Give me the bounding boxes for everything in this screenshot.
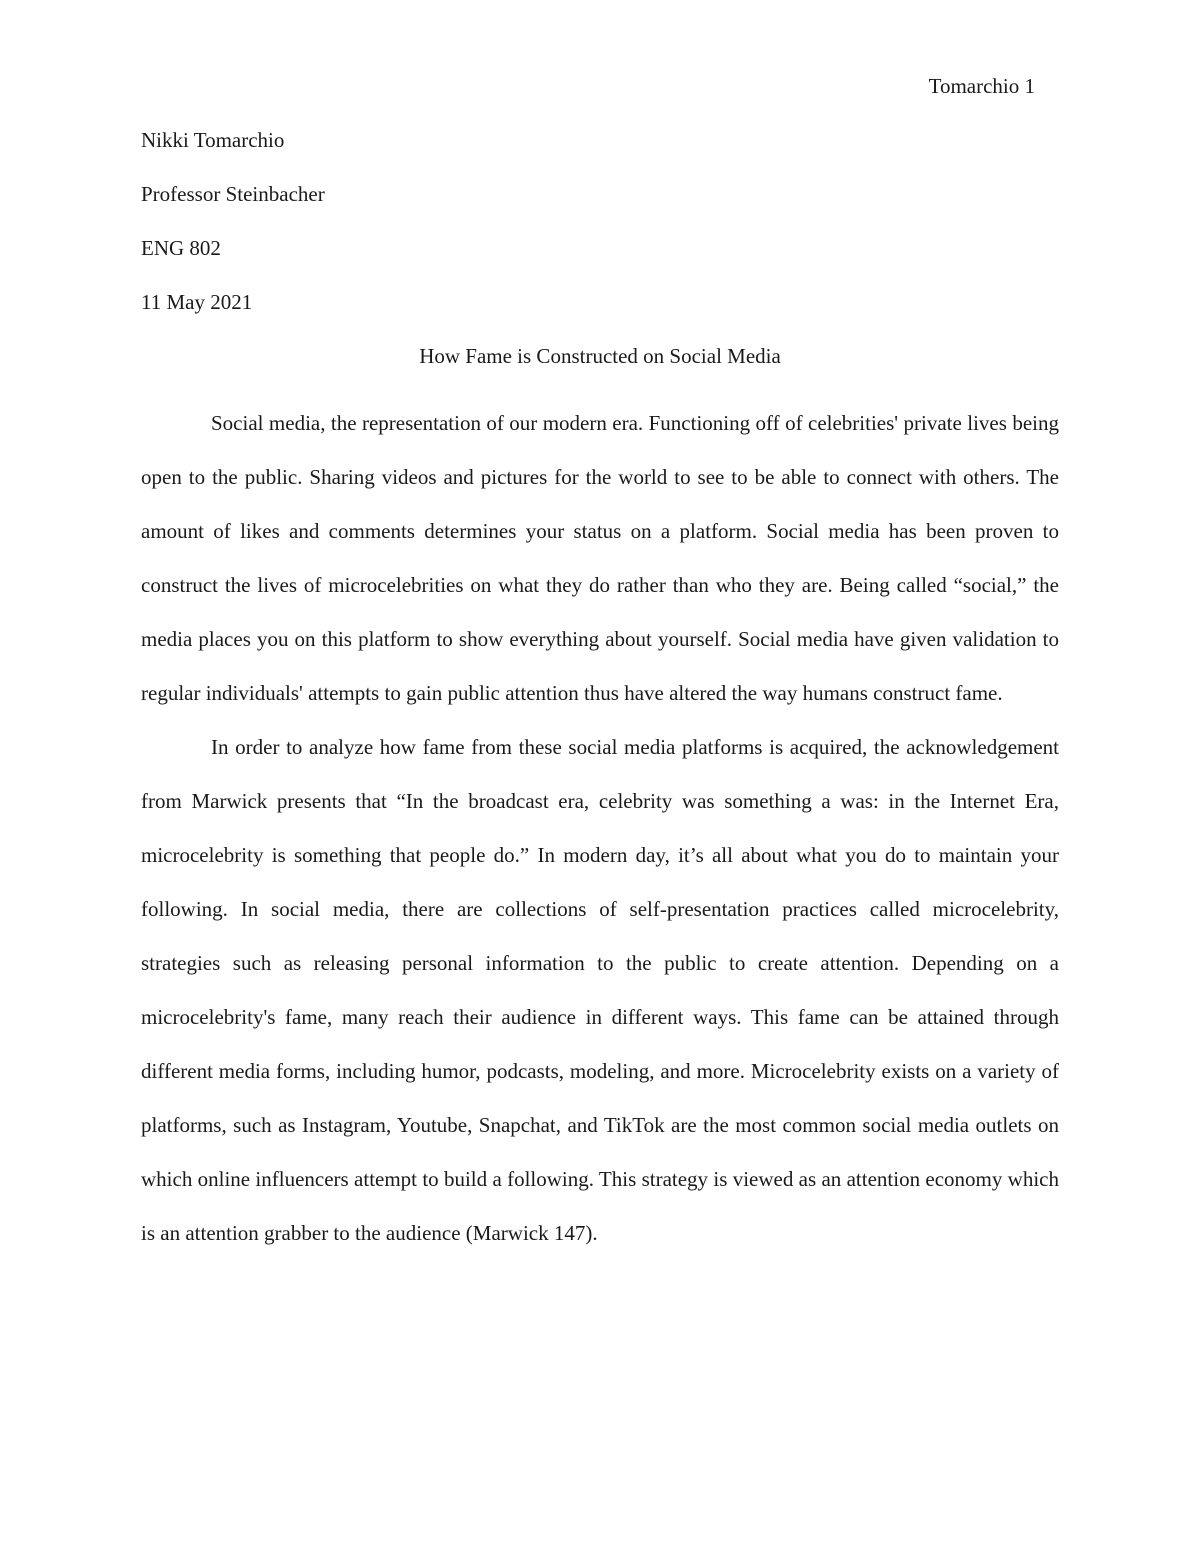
course-name: ENG 802 [141,236,221,260]
mla-heading [141,126,1059,396]
instructor-name: Professor Steinbacher [141,182,325,206]
essay-body [141,396,1059,1260]
author-name: Nikki Tomarchio [141,128,285,152]
paragraph-1: Social media, the representation of our modern era. Functioning off of celebrities' private lives being open to the public. Sharing videos and pictures for the world to see to be able to connect with others. The amount of likes and comments determines your status on a platform. Social media has been proven to construct the lives of microcelebrities on what they do rather than who they are. Being called “social,” the media places you on this platform to show everything about yourself. Social media have given validation to regular individuals' attempts to gain public attention thus have altered the way humans construct fame. [141,411,1059,705]
page-header: Tomarchio 1 [928,74,1035,98]
paragraph-2: In order to analyze how fame from these social media platforms is acquired, the acknowledgement from Marwick presents that “In the broadcast era, celebrity was something a was: in the Internet Era, microcelebrity is something that people do.” In modern day, it’s all about what you do to maintain your following. In social media, there are collections of self-presentation practices called microcelebrity, strategies such as releasing personal information to the public to create attention. Depending on a microcelebrity's fame, many reach their audience in different ways. This fame can be attained through different media forms, including humor, podcasts, modeling, and more. Microcelebrity exists on a variety of platforms, such as Instagram, Youtube, Snapchat, and TikTok are the most common social media outlets on which online influencers attempt to build a following. This strategy is viewed as an attention economy which is an attention grabber to the audience (Marwick 147). [141,735,1059,1245]
essay-title: How Fame is Constructed on Social Media [419,344,781,368]
document-date: 11 May 2021 [141,290,253,314]
